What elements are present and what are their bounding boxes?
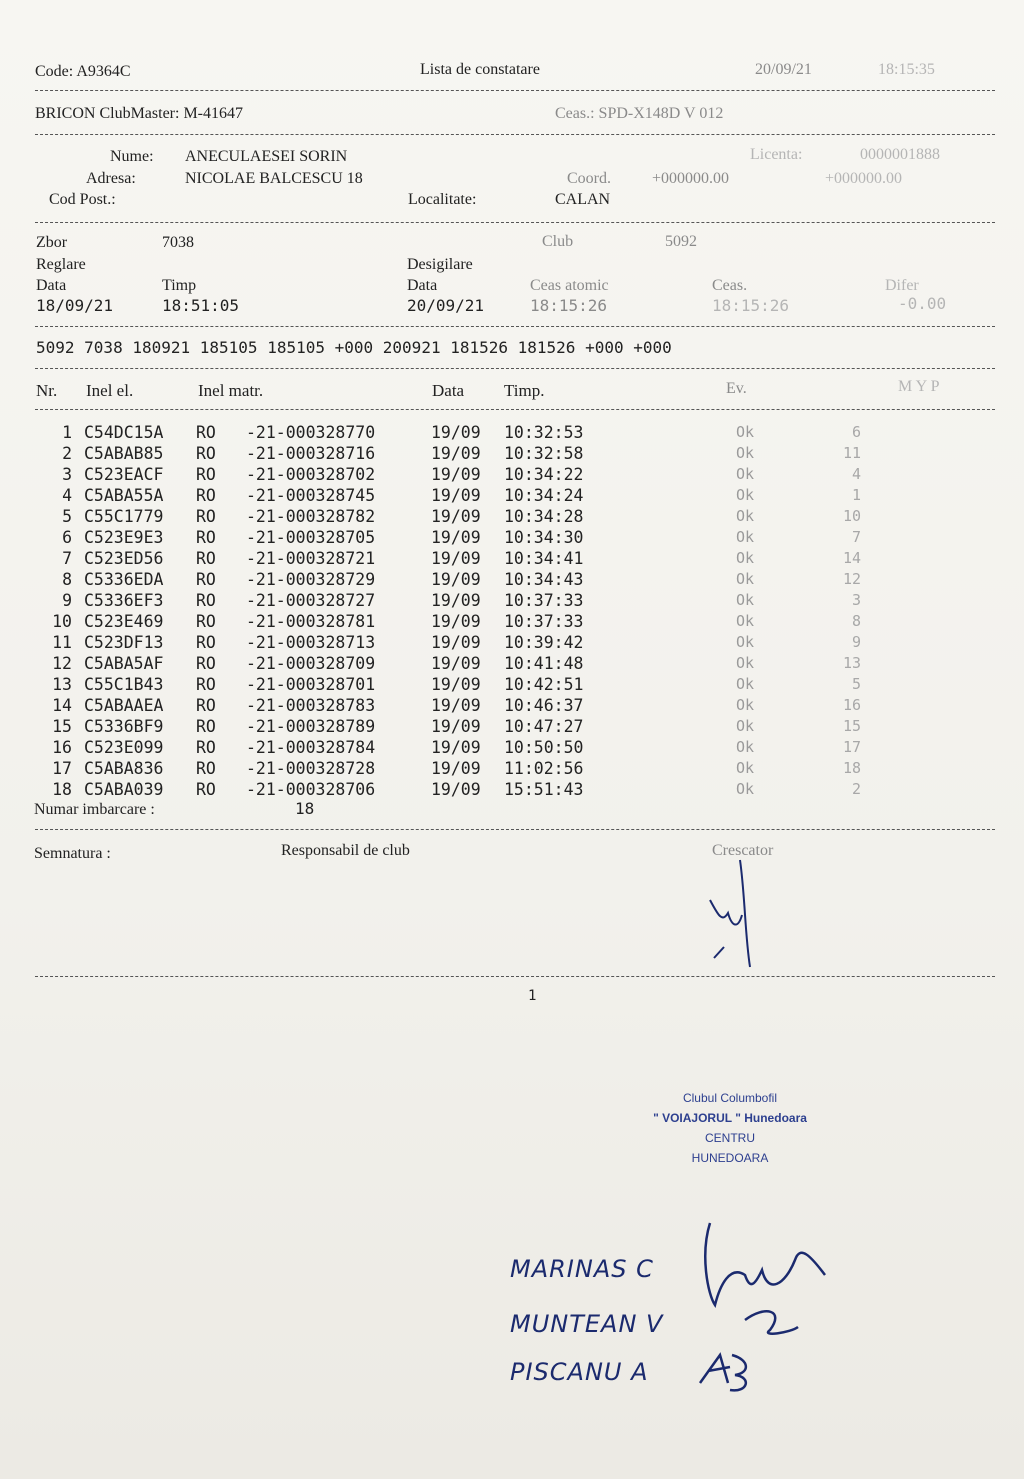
ring-number: -21-000328784 <box>246 738 376 757</box>
event-status: Ok <box>736 717 755 735</box>
header-time: 18:15:35 <box>878 61 935 78</box>
fancier-address: NICOLAE BALCESCU 18 <box>185 170 363 187</box>
event-status: Ok <box>736 633 755 651</box>
code-label: Code: A9364C <box>35 63 131 80</box>
divider <box>35 90 995 91</box>
divider <box>35 409 995 410</box>
licence-number: 0000001888 <box>860 146 940 163</box>
country-code: RO <box>196 675 216 694</box>
place-number: 8 <box>851 612 861 630</box>
col-inel-matr: Inel matr. <box>198 381 264 400</box>
electronic-ring: C54DC15A <box>84 423 164 442</box>
arrival-time: 10:32:58 <box>504 444 584 463</box>
clock-label: Ceas. <box>712 277 748 294</box>
flight-number: 7038 <box>162 234 194 251</box>
arrival-date: 19/09 <box>431 423 481 442</box>
desigilare-date: 20/09/21 <box>407 296 485 315</box>
arrival-date: 19/09 <box>431 465 481 484</box>
divider <box>35 829 995 830</box>
arrival-time: 10:42:51 <box>504 675 584 694</box>
arrival-time: 10:37:33 <box>504 591 584 610</box>
place-number: 2 <box>851 780 861 798</box>
difference-value: -0.00 <box>898 294 947 313</box>
locality-value: CALAN <box>555 191 611 208</box>
place-number: 17 <box>842 738 861 756</box>
country-code: RO <box>196 465 216 484</box>
divider <box>35 368 995 369</box>
reglare-time: 18:51:05 <box>162 296 240 315</box>
electronic-ring: C5ABAAEA <box>84 696 164 715</box>
name-label: Nume: <box>110 148 154 165</box>
arrival-time: 10:47:27 <box>504 717 584 736</box>
row-number: 1 <box>62 423 72 442</box>
ring-number: -21-000328705 <box>246 528 376 547</box>
country-code: RO <box>196 570 216 589</box>
breeder-label: Crescator <box>712 842 774 859</box>
event-status: Ok <box>736 423 755 441</box>
country-code: RO <box>196 528 216 547</box>
ring-number: -21-000328702 <box>246 465 376 484</box>
handwritten-signatures <box>690 1215 840 1395</box>
row-number: 6 <box>62 528 72 547</box>
club-stamp <box>600 1088 860 1168</box>
country-code: RO <box>196 759 216 778</box>
arrival-time: 10:39:42 <box>504 633 584 652</box>
arrival-time: 10:32:53 <box>504 423 584 442</box>
country-code: RO <box>196 738 216 757</box>
country-code: RO <box>196 612 216 631</box>
country-code: RO <box>196 654 216 673</box>
arrival-date: 19/09 <box>431 528 481 547</box>
place-number: 9 <box>851 633 861 651</box>
arrival-time: 10:41:48 <box>504 654 584 673</box>
stamp-line-4: HUNEDOARA <box>691 1151 769 1165</box>
place-number: 13 <box>842 654 861 672</box>
event-status: Ok <box>736 486 755 504</box>
electronic-ring: C5ABA836 <box>84 759 164 778</box>
row-number: 17 <box>52 759 72 778</box>
electronic-ring: C5336BF9 <box>84 717 164 736</box>
arrival-time: 10:34:24 <box>504 486 584 505</box>
event-status: Ok <box>736 444 755 462</box>
arrival-date: 19/09 <box>431 633 481 652</box>
event-status: Ok <box>736 696 755 714</box>
ring-number: -21-000328709 <box>246 654 376 673</box>
club-number: 5092 <box>665 233 697 250</box>
divider <box>35 134 995 135</box>
ring-number: -21-000328727 <box>246 591 376 610</box>
arrival-time: 10:50:50 <box>504 738 584 757</box>
divider <box>35 976 995 977</box>
ring-number: -21-000328781 <box>246 612 376 631</box>
data-label: Data <box>36 277 67 294</box>
row-number: 9 <box>62 591 72 610</box>
licence-label: Licenta: <box>750 146 803 163</box>
country-code: RO <box>196 591 216 610</box>
col-data: Data <box>432 381 465 400</box>
summary-line: 5092 7038 180921 185105 185105 +000 200921 181526 181526 +000 +000 <box>36 338 672 357</box>
data2-label: Data <box>407 277 438 294</box>
electronic-ring: C523E469 <box>84 612 164 631</box>
arrival-time: 11:02:56 <box>504 759 584 778</box>
event-status: Ok <box>736 675 755 693</box>
arrival-date: 19/09 <box>431 675 481 694</box>
row-number: 2 <box>62 444 72 463</box>
coord-value-1: +000000.00 <box>652 170 730 187</box>
place-number: 16 <box>842 696 861 714</box>
electronic-ring: C523ED56 <box>84 549 164 568</box>
country-code: RO <box>196 696 216 715</box>
reglare-date: 18/09/21 <box>36 296 114 315</box>
row-number: 3 <box>62 465 72 484</box>
arrival-date: 19/09 <box>431 780 481 799</box>
arrival-time: 10:34:43 <box>504 570 584 589</box>
electronic-ring: C523EACF <box>84 465 164 484</box>
col-timp: Timp. <box>504 381 545 400</box>
event-status: Ok <box>736 465 755 483</box>
ring-number: -21-000328745 <box>246 486 376 505</box>
arrival-time: 15:51:43 <box>504 780 584 799</box>
row-number: 8 <box>62 570 72 589</box>
place-number: 14 <box>842 549 861 567</box>
arrival-date: 19/09 <box>431 738 481 757</box>
arrival-date: 19/09 <box>431 654 481 673</box>
arrival-date: 19/09 <box>431 486 481 505</box>
ring-number: -21-000328729 <box>246 570 376 589</box>
ring-number: -21-000328783 <box>246 696 376 715</box>
row-number: 18 <box>52 780 72 799</box>
ring-number: -21-000328701 <box>246 675 376 694</box>
electronic-ring: C55C1779 <box>84 507 164 526</box>
event-status: Ok <box>736 612 755 630</box>
divider <box>35 222 995 223</box>
handwritten-name-1: MARINAS C <box>510 1255 654 1283</box>
desigilare-atomic-time: 18:15:26 <box>530 296 608 315</box>
place-number: 15 <box>842 717 861 735</box>
row-number: 5 <box>62 507 72 526</box>
desigilare-label: Desigilare <box>407 256 473 273</box>
ring-number: -21-000328789 <box>246 717 376 736</box>
place-number: 4 <box>851 465 861 483</box>
place-number: 5 <box>851 675 861 693</box>
arrival-date: 19/09 <box>431 549 481 568</box>
row-number: 7 <box>62 549 72 568</box>
fancier-name: ANECULAESEI SORIN <box>185 148 348 165</box>
address-label: Adresa: <box>86 170 136 187</box>
event-status: Ok <box>736 654 755 672</box>
country-code: RO <box>196 549 216 568</box>
row-number: 14 <box>52 696 72 715</box>
club-responsible-label: Responsabil de club <box>281 842 410 859</box>
col-inel-el: Inel el. <box>86 381 134 400</box>
event-status: Ok <box>736 780 755 798</box>
arrival-date: 19/09 <box>431 612 481 631</box>
ring-number: -21-000328716 <box>246 444 376 463</box>
reglare-label: Reglare <box>36 256 86 273</box>
difference-label: Difer <box>885 277 919 294</box>
arrival-date: 19/09 <box>431 507 481 526</box>
electronic-ring: C5336EF3 <box>84 591 164 610</box>
electronic-ring: C523DF13 <box>84 633 164 652</box>
coord-label: Coord. <box>567 170 611 187</box>
event-status: Ok <box>736 549 755 567</box>
place-number: 3 <box>851 591 861 609</box>
ring-number: -21-000328713 <box>246 633 376 652</box>
country-code: RO <box>196 507 216 526</box>
event-status: Ok <box>736 738 755 756</box>
clubmaster-id: BRICON ClubMaster: M-41647 <box>35 105 243 122</box>
place-number: 7 <box>851 528 861 546</box>
arrival-date: 19/09 <box>431 759 481 778</box>
country-code: RO <box>196 633 216 652</box>
club-label: Club <box>542 233 574 250</box>
col-ev: Ev. <box>726 380 747 397</box>
postcode-label: Cod Post.: <box>49 191 116 208</box>
place-number: 12 <box>842 570 861 588</box>
header-date: 20/09/21 <box>755 61 812 78</box>
col-extra: M Y P <box>898 378 940 395</box>
arrival-date: 19/09 <box>431 444 481 463</box>
ring-number: -21-000328770 <box>246 423 376 442</box>
place-number: 11 <box>842 444 861 462</box>
arrival-time: 10:34:41 <box>504 549 584 568</box>
country-code: RO <box>196 780 216 799</box>
arrival-time: 10:37:33 <box>504 612 584 631</box>
arrival-time: 10:46:37 <box>504 696 584 715</box>
ring-number: -21-000328706 <box>246 780 376 799</box>
event-status: Ok <box>736 570 755 588</box>
count-value: 18 <box>295 799 315 818</box>
handwritten-name-3: PISCANU A <box>510 1358 649 1386</box>
event-status: Ok <box>736 528 755 546</box>
handwritten-name-2: MUNTEAN V <box>510 1310 664 1338</box>
breeder-signature <box>700 855 770 975</box>
stamp-line-3: CENTRU <box>705 1131 755 1145</box>
row-number: 15 <box>52 717 72 736</box>
desigilare-clock-time: 18:15:26 <box>712 296 790 315</box>
row-number: 11 <box>52 633 72 652</box>
timp-label: Timp <box>162 277 197 294</box>
row-number: 16 <box>52 738 72 757</box>
event-status: Ok <box>736 759 755 777</box>
col-nr: Nr. <box>36 381 58 400</box>
electronic-ring: C5ABA039 <box>84 780 164 799</box>
signature-label: Semnatura : <box>34 845 111 862</box>
arrival-time: 10:34:30 <box>504 528 584 547</box>
electronic-ring: C55C1B43 <box>84 675 164 694</box>
electronic-ring: C5ABA55A <box>84 486 164 505</box>
place-number: 6 <box>851 423 861 441</box>
country-code: RO <box>196 717 216 736</box>
stamp-line-1: Clubul Columbofil <box>682 1091 778 1105</box>
country-code: RO <box>196 486 216 505</box>
flight-label: Zbor <box>36 234 68 251</box>
arrival-date: 19/09 <box>431 717 481 736</box>
arrival-date: 19/09 <box>431 591 481 610</box>
country-code: RO <box>196 423 216 442</box>
electronic-ring: C523E099 <box>84 738 164 757</box>
place-number: 18 <box>842 759 861 777</box>
ring-number: -21-000328782 <box>246 507 376 526</box>
coord-value-2: +000000.00 <box>825 170 903 187</box>
clock-id: Ceas.: SPD-X148D V 012 <box>555 105 724 122</box>
place-number: 1 <box>851 486 861 504</box>
electronic-ring: C5ABA5AF <box>84 654 164 673</box>
event-status: Ok <box>736 507 755 525</box>
count-label: Numar imbarcare : <box>34 801 155 818</box>
row-number: 13 <box>52 675 72 694</box>
electronic-ring: C5336EDA <box>84 570 164 589</box>
divider <box>35 326 995 327</box>
electronic-ring: C523E9E3 <box>84 528 164 547</box>
country-code: RO <box>196 444 216 463</box>
row-number: 4 <box>62 486 72 505</box>
row-number: 10 <box>52 612 72 631</box>
document-title: Lista de constatare <box>420 61 540 78</box>
arrival-time: 10:34:28 <box>504 507 584 526</box>
atomic-clock-label: Ceas atomic <box>530 277 609 294</box>
electronic-ring: C5ABAB85 <box>84 444 164 463</box>
event-status: Ok <box>736 591 755 609</box>
arrival-date: 19/09 <box>431 696 481 715</box>
page-number: 1 <box>528 988 537 1004</box>
locality-label: Localitate: <box>408 191 477 208</box>
ring-number: -21-000328728 <box>246 759 376 778</box>
arrival-date: 19/09 <box>431 570 481 589</box>
arrival-time: 10:34:22 <box>504 465 584 484</box>
row-number: 12 <box>52 654 72 673</box>
place-number: 10 <box>842 507 861 525</box>
ring-number: -21-000328721 <box>246 549 376 568</box>
stamp-line-2: " VOIAJORUL " Hunedoara <box>653 1111 807 1125</box>
